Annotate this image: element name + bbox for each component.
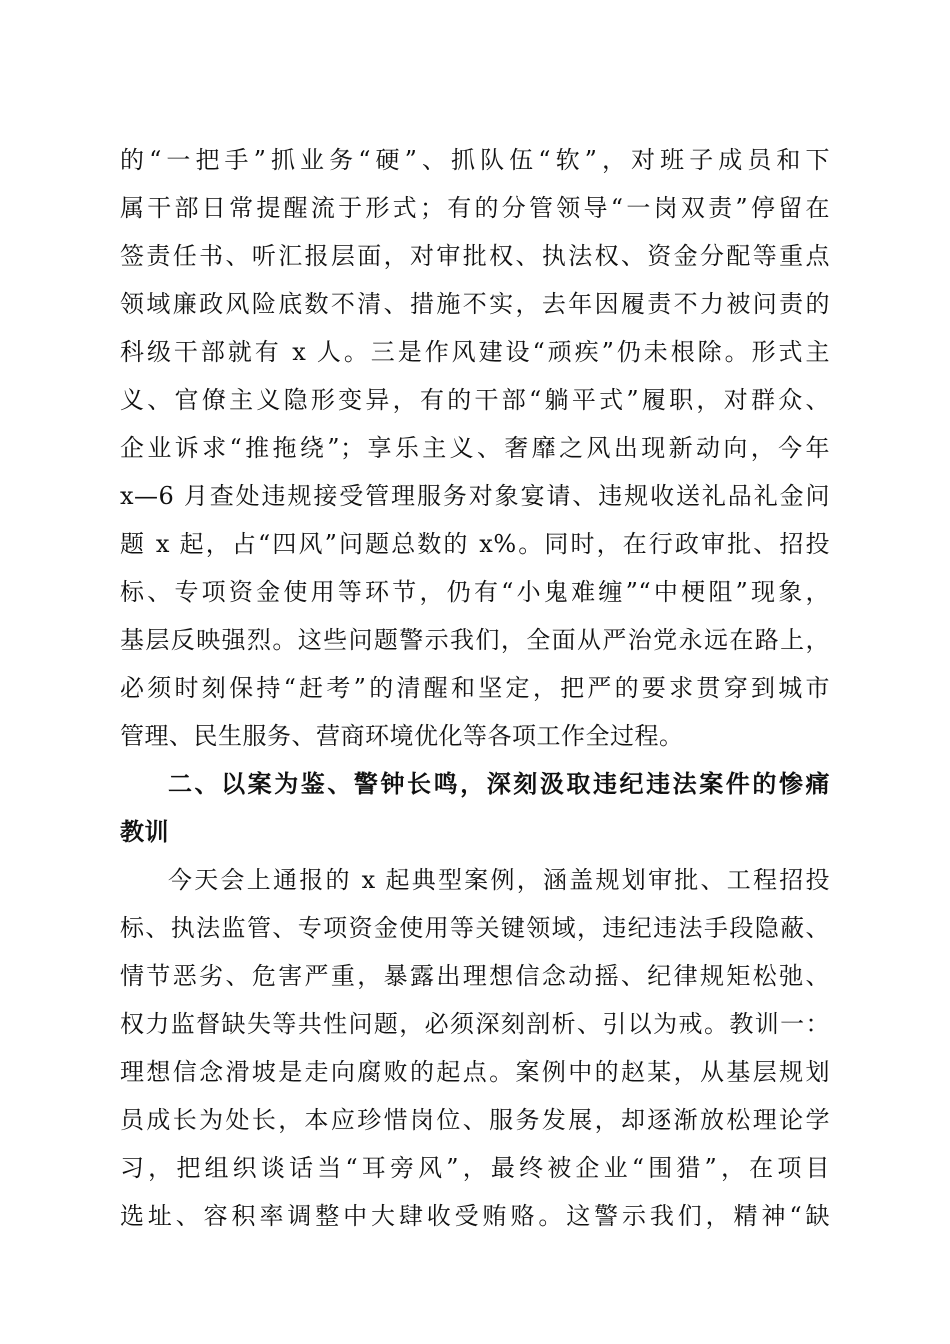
body-text-line: 科级干部就有 x 人。三是作风建设“顽疾”仍未根除。形式主 [120,338,830,366]
body-text-line: 领域廉政风险底数不清、措施不实，去年因履责不力被问责的 [120,290,830,318]
section-heading-continued: 教训 [120,818,169,846]
body-text-line: 权力监督缺失等共性问题，必须深刻剖析、引以为戒。教训一： [120,1010,830,1038]
body-text-line: 选址、容积率调整中大肆收受贿赂。这警示我们，精神“缺 [120,1202,830,1230]
body-text-line: 管理、民生服务、营商环境优化等各项工作全过程。 [120,722,684,750]
body-text-line: 签责任书、听汇报层面，对审批权、执法权、资金分配等重点 [120,242,830,270]
body-text-line: 义、官僚主义隐形变异，有的干部“躺平式”履职，对群众、 [120,386,830,414]
body-text-line: 必须时刻保持“赶考”的清醒和坚定，把严的要求贯穿到城市 [120,674,830,702]
body-text-line: 题 x 起，占“四风”问题总数的 x%。同时，在行政审批、招投 [120,530,830,558]
body-text-line: 情节恶劣、危害严重，暴露出理想信念动摇、纪律规矩松弛、 [120,962,830,990]
body-text-line: x—6 月查处违规接受管理服务对象宴请、违规收送礼品礼金问 [120,482,830,510]
body-text-line: 标、执法监管、专项资金使用等关键领域，违纪违法手段隐蔽、 [120,914,830,942]
section-heading: 二、以案为鉴、警钟长鸣，深刻汲取违纪违法案件的惨痛 [168,770,830,798]
body-text-line: 习，把组织谈话当“耳旁风”，最终被企业“围猎”，在项目 [120,1154,830,1182]
body-text-line: 基层反映强烈。这些问题警示我们，全面从严治党永远在路上， [120,626,830,654]
body-text-line: 的“一把手”抓业务“硬”、抓队伍“软”，对班子成员和下 [120,146,830,174]
body-text-line: 理想信念滑坡是走向腐败的起点。案例中的赵某，从基层规划 [120,1058,830,1086]
body-text-line: 标、专项资金使用等环节，仍有“小鬼难缠”“中梗阻”现象， [120,578,830,606]
body-text-line: 属干部日常提醒流于形式；有的分管领导“一岗双责”停留在 [120,194,830,222]
body-text-line: 企业诉求“推拖绕”；享乐主义、奢靡之风出现新动向，今年 [120,434,830,462]
body-text-line: 员成长为处长，本应珍惜岗位、服务发展，却逐渐放松理论学 [120,1106,830,1134]
body-text-line: 今天会上通报的 x 起典型案例，涵盖规划审批、工程招投 [168,866,830,894]
